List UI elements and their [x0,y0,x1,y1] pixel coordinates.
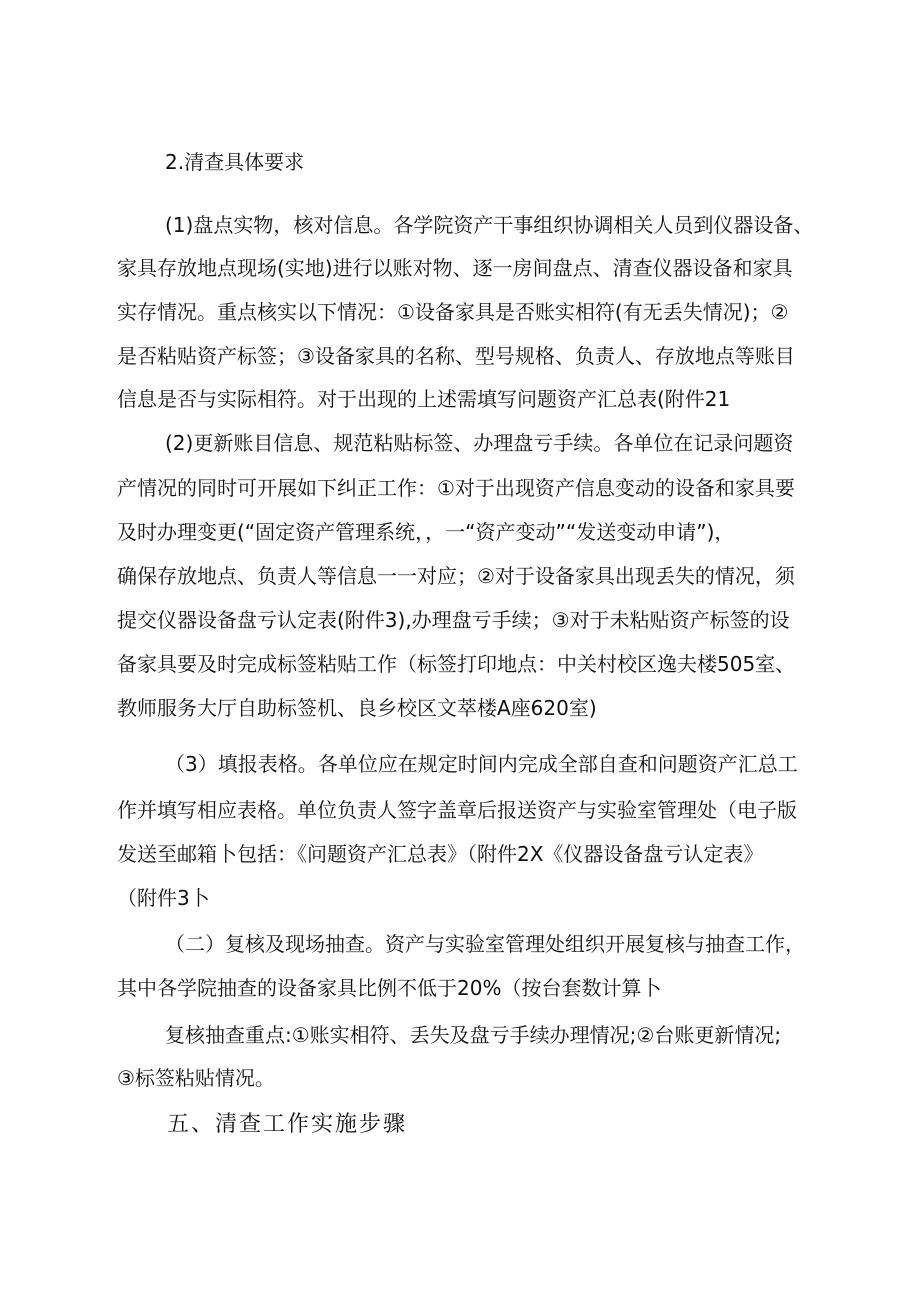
paragraph-2-line-1: (2)更新账目信息、规范粘贴标签、办理盘亏手续。各单位在记录问题资 [165,431,794,455]
paragraph-3-line-4: （附件3卜 [117,886,210,910]
paragraph-1-line-5: 信息是否与实际相符。对于出现的上述需填写问题资产汇总表(附件21 [117,387,731,411]
paragraph-1-line-3: 实存情况。重点核实以下情况：①设备家具是否账实相符(有无丢失情况)；② [117,300,789,324]
paragraph-3-line-2: 作并填写相应表格。单位负责人签字盖章后报送资产与实验室管理处（电子版 [117,798,797,822]
paragraph-2-line-3: 及时办理变更(“固定资产管理系统，，一“资产变动”“发送变动申请”)， [117,520,735,544]
paragraph-2-line-5: 提交仪器设备盘亏认定表(附件3),办理盘亏手续；③对于未粘贴资产标签的设 [117,608,790,632]
paragraph-4-line-1: （二）复核及现场抽查。资产与实验室管理处组织开展复核与抽查工作， [165,932,805,956]
paragraph-3-line-1: （3）填报表格。各单位应在规定时间内完成全部自查和问题资产汇总工 [165,752,798,776]
paragraph-4-line-2: 其中各学院抽查的设备家具比例不低于20%（按台套数计算卜 [117,976,662,1000]
paragraph-3-line-3: 发送至邮箱卜包括：《问题资产汇总表》（附件2X《仪器设备盘亏认定表》 [117,842,764,866]
paragraph-2-line-6: 备家具要及时完成标签粘贴工作（标签打印地点：中关村校区逸夫楼505室、 [117,652,796,676]
section-title: 五、清查工作实施步骤 [167,1112,408,1137]
paragraph-1-line-4: 是否粘贴资产标签；③设备家具的名称、型号规格、负责人、存放地点等账目 [117,344,795,368]
paragraph-2-line-4: 确保存放地点、负责人等信息一一对应；②对于设备家具出现丢失的情况，须 [117,564,795,588]
paragraph-1-line-1: (1)盘点实物，核对信息。各学院资产干事组织协调相关人员到仪器设备、 [165,213,814,237]
paragraph-5-line-1: 复核抽查重点:①账实相符、丢失及盘亏手续办理情况;②台账更新情况; [165,1023,782,1047]
paragraph-1-line-2: 家具存放地点现场(实地)进行以账对物、逐一房间盘点、清查仪器设备和家具 [117,256,793,280]
paragraph-5-line-2: ③标签粘贴情况。 [117,1066,275,1090]
paragraph-2-line-7: 教师服务大厅自助标签机、良乡校区文萃楼A座620室) [117,696,597,720]
subsection-heading: 2.清查具体要求 [165,150,305,174]
paragraph-2-line-2: 产情况的同时可开展如下纠正工作：①对于出现资产信息变动的设备和家具要 [117,476,795,500]
